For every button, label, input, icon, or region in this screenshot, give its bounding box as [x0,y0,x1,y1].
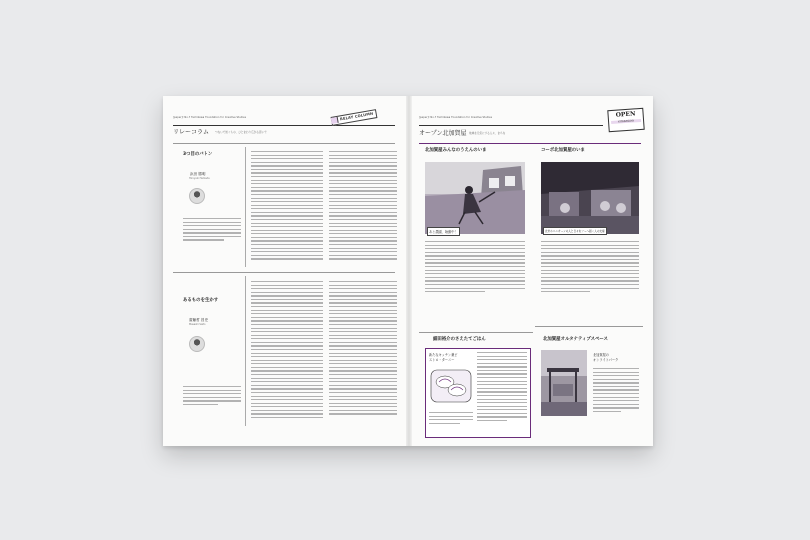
left-page [163,96,408,446]
stamp-subtitle: KITAKAGAYA [611,119,641,124]
column-text-2b [329,281,397,426]
open-kitakagaya-stamp [607,108,644,132]
author-bio-1 [183,218,241,263]
stamp-title: OPEN [615,110,636,119]
article-title-alternative: 北加賀屋オルタナティブスペース [543,337,608,342]
author-avatar-1 [189,188,205,204]
park-text [593,368,639,428]
section-divider-right [419,143,641,144]
recipe-box-title: 新たなキッチン兼ビストロ・ターニー [429,353,458,362]
article-title-coop: コーポ北加賀屋のいま [541,148,585,153]
section-divider [173,143,395,144]
divider-lower-right [535,326,643,327]
column-text-2a [251,281,323,426]
section-subtitle-relay: つないで紡ぐもの、ひとまわり広がる思いで [215,131,267,134]
recipe-caption-text [429,412,473,430]
article-divider [173,272,395,273]
article-title-recipe: 細田裕介のさえたてごはん [433,337,486,342]
author-name-2: 齋藤哲 昌史 [189,318,209,322]
column-divider [245,147,246,267]
coop-text [541,241,639,299]
section-title-open: オープン北加賀屋 [419,130,467,137]
relay-column-label: RELAY COLUMN [339,111,374,122]
pencil-icon [331,117,339,124]
coop-photo [541,162,639,234]
park-caption-title: 北加賀屋の [593,353,609,357]
column-text-1b [329,151,397,266]
author-name-1: 浜田 勝明 [190,172,206,176]
magazine-spread [163,96,653,446]
recipe-illustration [429,368,473,404]
header-rule-right [419,125,603,126]
page-header-left: [paper]! No.7 Tachikawa Foundation for Creative Studies [173,116,247,119]
author-bio-2 [183,386,241,416]
column-divider-2 [245,276,246,426]
author-name-en-2: Masashi Saito [189,323,206,326]
section-subtitle-open: 地域を元気にする人々、まちを [469,132,506,135]
section-title-relay: リレーコラム [173,129,209,136]
article-title-farm: 北加賀屋みんなのうえんのいま [425,148,487,153]
park-photo [541,350,587,416]
page-header-right: [paper]! No.7 Tachikawa Foundation for Creative Studies [419,116,493,119]
author-avatar-2 [189,336,205,352]
coop-caption: 北米ホユニオーンの人と日々をソーへ届く人の支援 [543,227,607,235]
farm-text [425,241,525,299]
header-rule [173,125,395,126]
relay-column-badge [331,109,378,126]
farm-caption: あと農園、始動中！ [427,227,460,236]
article-title-1: 3つ目のバトン [183,152,213,157]
farm-photo [425,162,525,234]
divider-lower-left [419,332,533,333]
article-title-2: あるものを生かす [183,298,219,303]
column-text-1a [251,151,323,266]
right-page [411,96,653,446]
author-name-en-1: Hiroyuki Hamada [189,177,210,180]
park-caption-subtitle: オンライトパーク [593,358,619,362]
recipe-text [477,352,527,432]
